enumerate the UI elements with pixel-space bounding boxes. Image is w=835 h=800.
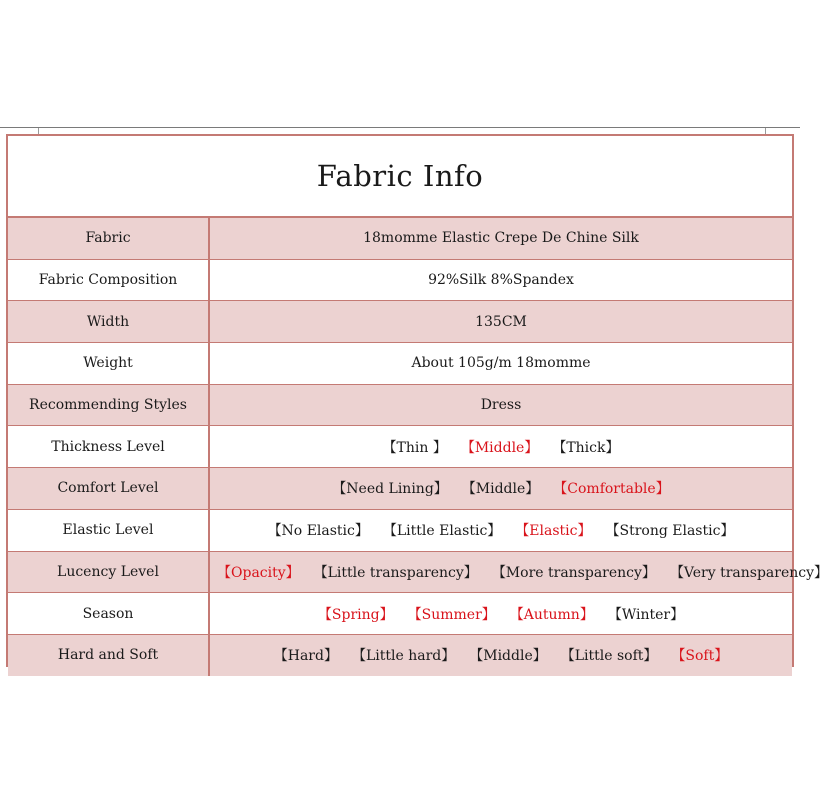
option: 【Thin 】 [382,439,447,456]
option: 【Strong Elastic】 [605,523,735,540]
selected-option: 【Opacity】 [217,564,300,581]
row-value [209,384,792,426]
row-label: Thickness Level [8,426,209,468]
table-row [8,426,792,468]
option: 18momme Elastic Crepe De Chine Silk [363,230,639,247]
option: 【Little hard】 [351,648,456,665]
row-value [209,634,792,675]
table-row [8,343,792,385]
selected-option: 【Spring】 [317,606,394,623]
row-label: Lucency Level [8,551,209,593]
option: 【Middle】 [461,481,540,498]
row-label: Width [8,301,209,343]
selected-option: 【Comfortable】 [553,481,670,498]
option: 135CM [475,313,527,330]
option: 【Thick】 [552,439,620,456]
fabric-info-table [8,218,829,676]
option: 【Little soft】 [560,648,658,665]
row-label: Fabric [8,218,209,259]
option: 【Little Elastic】 [382,523,502,540]
table-row [8,509,792,551]
row-value [209,468,792,510]
row-value [209,343,792,385]
option: 【More transparency】 [491,564,656,581]
row-value [209,426,792,468]
table-row [8,551,792,593]
selected-option: 【Soft】 [671,648,729,665]
option: 【No Elastic】 [267,523,369,540]
option: 【Winter】 [607,606,685,623]
option: 【Middle】 [469,648,547,665]
selected-option: 【Autumn】 [509,606,594,623]
row-label: Comfort Level [8,468,209,510]
row-label: Season [8,593,209,635]
table-row [8,468,792,510]
row-label: Elastic Level [8,509,209,551]
option: 92%Silk 8%Spandex [428,272,574,289]
option: 【Little transparency】 [313,564,478,581]
fabric-info-sheet [6,134,829,667]
row-value [209,259,792,301]
row-label: Weight [8,343,209,385]
option: 【Need Lining】 [332,481,448,498]
sheet-title: Fabric Info [8,136,792,218]
table-row [8,634,792,675]
row-label: Fabric Composition [8,259,209,301]
table-row [8,384,792,426]
option: About 105g/m 18momme [411,355,591,372]
row-value [209,301,792,343]
selected-option: 【Elastic】 [515,523,592,540]
option: Dress [480,397,522,414]
row-value [209,509,792,551]
option: 【Very transparency】 [669,564,829,581]
table-row [8,593,792,635]
table-row [8,301,792,343]
row-label: Hard and Soft [8,634,209,675]
row-value [209,593,792,635]
row-value [209,218,792,259]
table-row [8,259,792,301]
selected-option: 【Summer】 [407,606,496,623]
table-row [8,218,792,259]
selected-option: 【Middle】 [460,439,539,456]
option: 【Hard】 [273,648,338,665]
row-value [209,551,829,593]
row-label: Recommending Styles [8,384,209,426]
top-rule-line [0,127,800,128]
